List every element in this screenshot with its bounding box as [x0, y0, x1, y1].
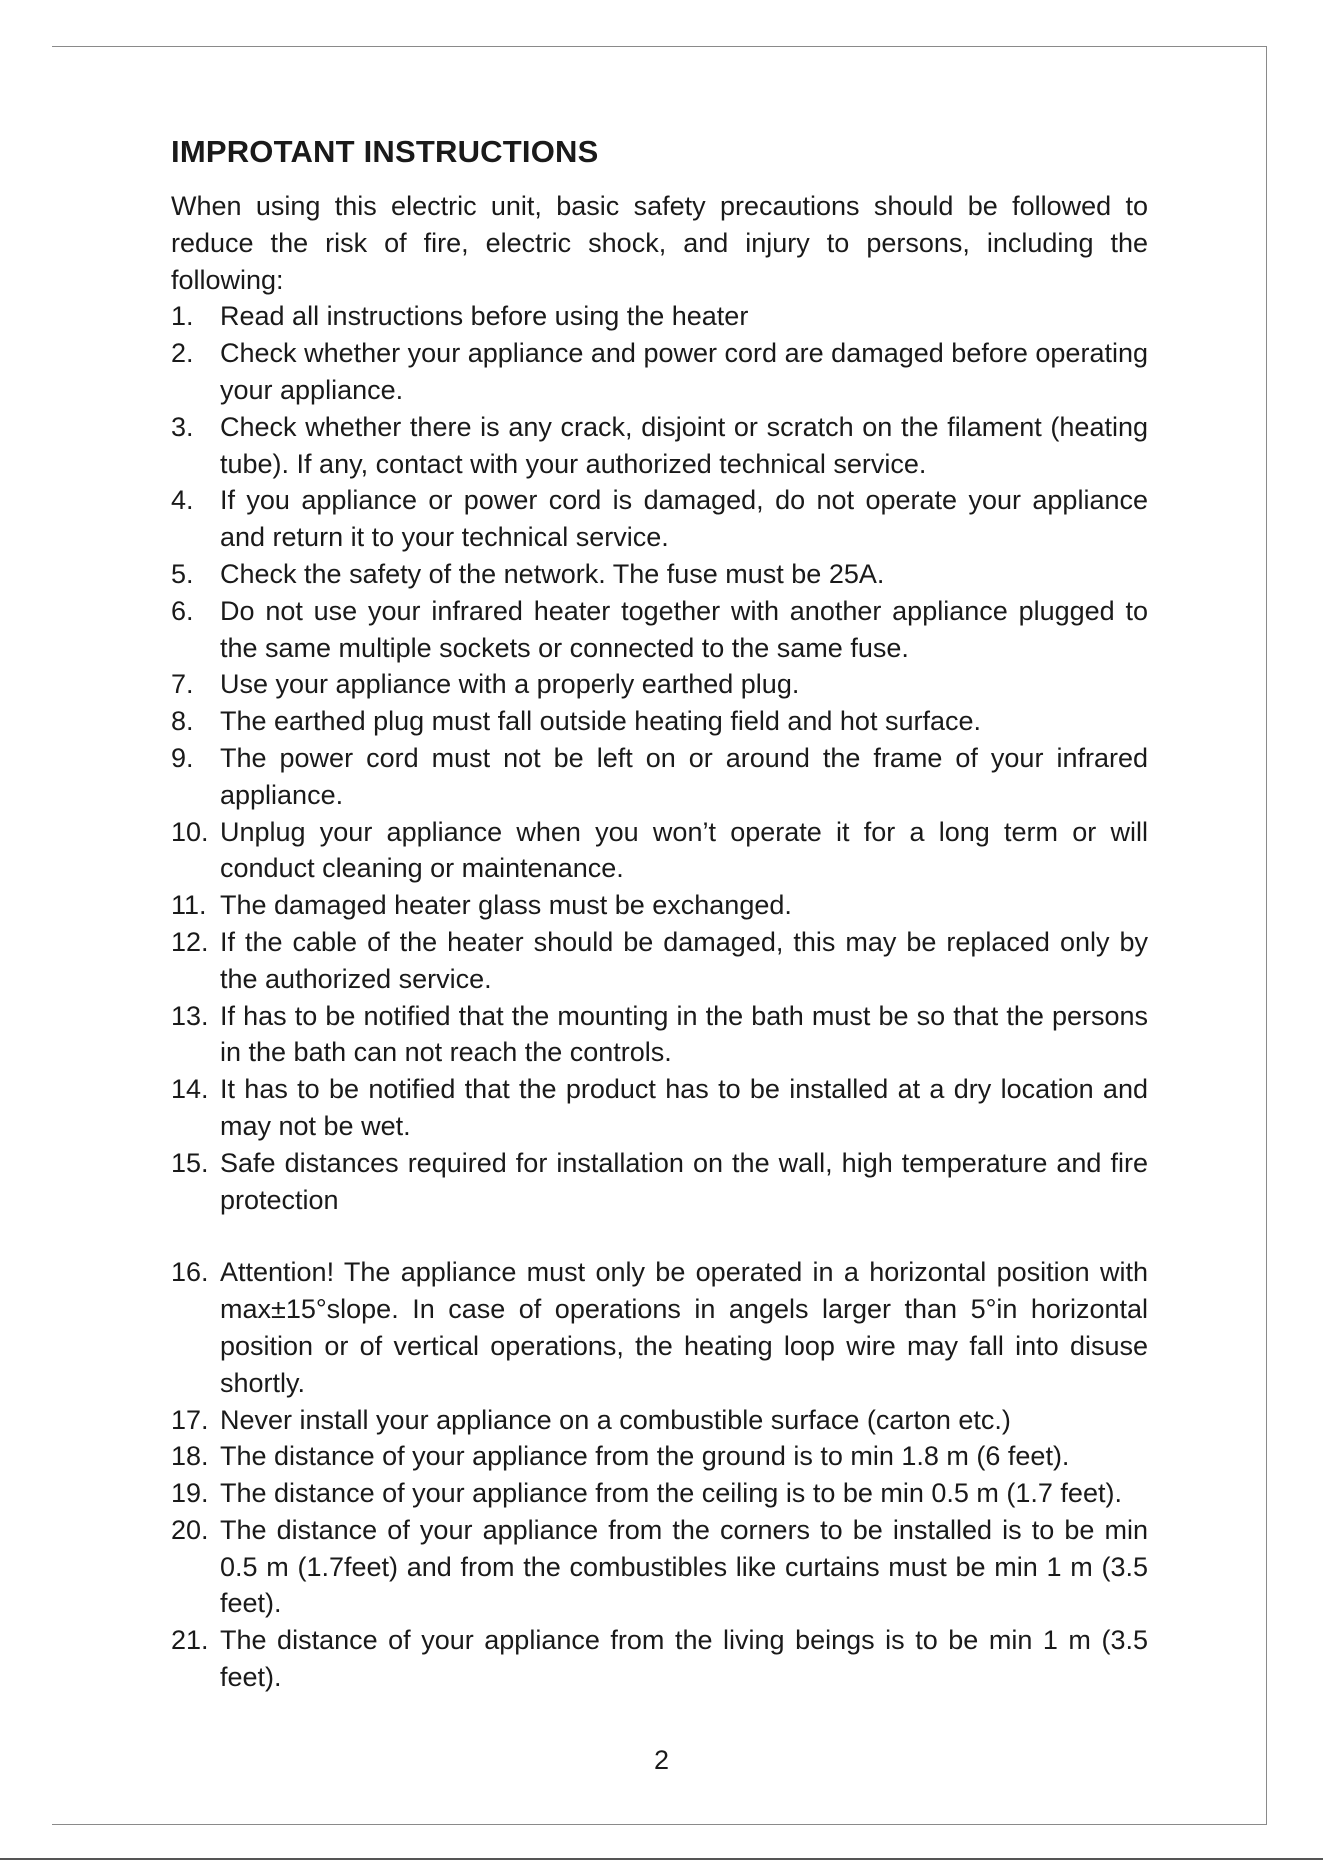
- item-number: 9.: [171, 742, 194, 773]
- item-number: 2.: [171, 338, 194, 369]
- item-text: Check whether there is any crack, disjoint or scratch on the filament (heating tube). If any, contact with your authorized technical service.: [220, 411, 1148, 479]
- list-item: [171, 703, 1148, 740]
- instruction-list: [171, 298, 1148, 1695]
- item-number: 19.: [171, 1478, 209, 1509]
- list-item: [171, 924, 1148, 998]
- list-item: [171, 1438, 1148, 1475]
- list-item: [171, 1071, 1148, 1145]
- item-text: Use your appliance with a properly earthed plug.: [220, 669, 800, 700]
- list-item: [171, 998, 1148, 1072]
- item-number: 3.: [171, 411, 194, 442]
- item-text: Safe distances required for installation on the wall, high temperature and fire protection: [220, 1147, 1148, 1215]
- list-item: [171, 298, 1148, 335]
- page-border-top: [52, 46, 1267, 47]
- item-text: If you appliance or power cord is damaged, do not operate your appliance and return it to your technical service.: [220, 485, 1148, 553]
- item-text: It has to be notified that the product has to be installed at a dry location and may not be wet.: [220, 1074, 1148, 1141]
- item-text: The distance of your appliance from the corners to be installed is to be min 0.5 m (1.7feet) and from the combustibles like curtains must be min 1 m (3.5 feet).: [220, 1514, 1148, 1619]
- item-number: 10.: [171, 816, 209, 847]
- item-text: The distance of your appliance from the ground is to min 1.8 m (6 feet).: [220, 1441, 1070, 1472]
- item-number: 17.: [171, 1404, 209, 1435]
- list-item: [171, 1254, 1148, 1401]
- item-text: If has to be notified that the mounting in the bath must be so that the persons in the bath can not reach the controls.: [220, 1000, 1148, 1068]
- item-text: Attention! The appliance must only be operated in a horizontal position with max±15°slope. In case of operations in angels larger than 5°in horizontal position or of vertical operations, the heating loop wire may fall into disuse shortly.: [220, 1257, 1148, 1398]
- item-text: The earthed plug must fall outside heating field and hot surface.: [220, 706, 981, 737]
- item-number: 15.: [171, 1147, 209, 1178]
- list-item: [171, 740, 1148, 814]
- item-number: 18.: [171, 1441, 209, 1472]
- list-item: [171, 1622, 1148, 1696]
- item-number: 11.: [171, 890, 207, 921]
- item-number: 4.: [171, 485, 194, 516]
- list-item: [171, 666, 1148, 703]
- list-item: [171, 482, 1148, 556]
- item-text: Unplug your appliance when you won’t operate it for a long term or will conduct cleaning or maintenance.: [220, 816, 1148, 884]
- item-text: The distance of your appliance from the living beings is to be min 1 m (3.5 feet).: [220, 1625, 1148, 1693]
- item-text: The damaged heater glass must be exchanged.: [220, 890, 792, 921]
- item-number: 16.: [171, 1257, 209, 1288]
- item-number: 8.: [171, 706, 194, 737]
- item-text: Do not use your infrared heater together with another appliance plugged to the same multiple sockets or connected to the same fuse.: [220, 595, 1148, 663]
- list-item: [171, 409, 1148, 483]
- list-item: [171, 1512, 1148, 1622]
- item-text: The power cord must not be left on or around the frame of your infrared appliance.: [220, 742, 1148, 810]
- page-title: IMPROTANT INSTRUCTIONS: [171, 134, 599, 169]
- page-border-bottom: [52, 1824, 1267, 1825]
- list-item: [171, 556, 1148, 593]
- item-number: 6.: [171, 595, 194, 626]
- list-item: [171, 593, 1148, 667]
- item-text: Check the safety of the network. The fuse must be 25A.: [220, 558, 885, 589]
- page-number: 2: [653, 1745, 670, 1775]
- list-item: [171, 1402, 1148, 1439]
- item-number: 14.: [171, 1074, 209, 1105]
- item-text: The distance of your appliance from the ceiling is to be min 0.5 m (1.7 feet).: [220, 1478, 1122, 1509]
- item-number: 5.: [171, 558, 194, 589]
- item-number: 12.: [171, 926, 209, 957]
- page-edge: [0, 1858, 1323, 1860]
- list-item: [171, 814, 1148, 888]
- item-text: Check whether your appliance and power cord are damaged before operating your appliance.: [220, 338, 1148, 405]
- item-number: 21.: [171, 1625, 209, 1656]
- list-item: [171, 335, 1148, 409]
- item-number: 1.: [171, 301, 194, 332]
- list-item: [171, 887, 1148, 924]
- list-item: [171, 1475, 1148, 1512]
- item-number: 13.: [171, 1000, 209, 1031]
- item-text: If the cable of the heater should be damaged, this may be replaced only by the authorized service.: [220, 926, 1148, 994]
- list-item: [171, 1145, 1148, 1219]
- item-text: Read all instructions before using the heater: [220, 301, 749, 332]
- intro-paragraph: When using this electric unit, basic safety precautions should be followed to reduce the risk of fire, electric shock, and injury to persons, including the following:: [171, 191, 1148, 295]
- item-number: 7.: [171, 669, 194, 700]
- item-number: 20.: [171, 1514, 209, 1545]
- page-border-right: [1266, 46, 1267, 1824]
- item-text: Never install your appliance on a combustible surface (carton etc.): [220, 1404, 1011, 1435]
- instructions-section: [171, 132, 1148, 1696]
